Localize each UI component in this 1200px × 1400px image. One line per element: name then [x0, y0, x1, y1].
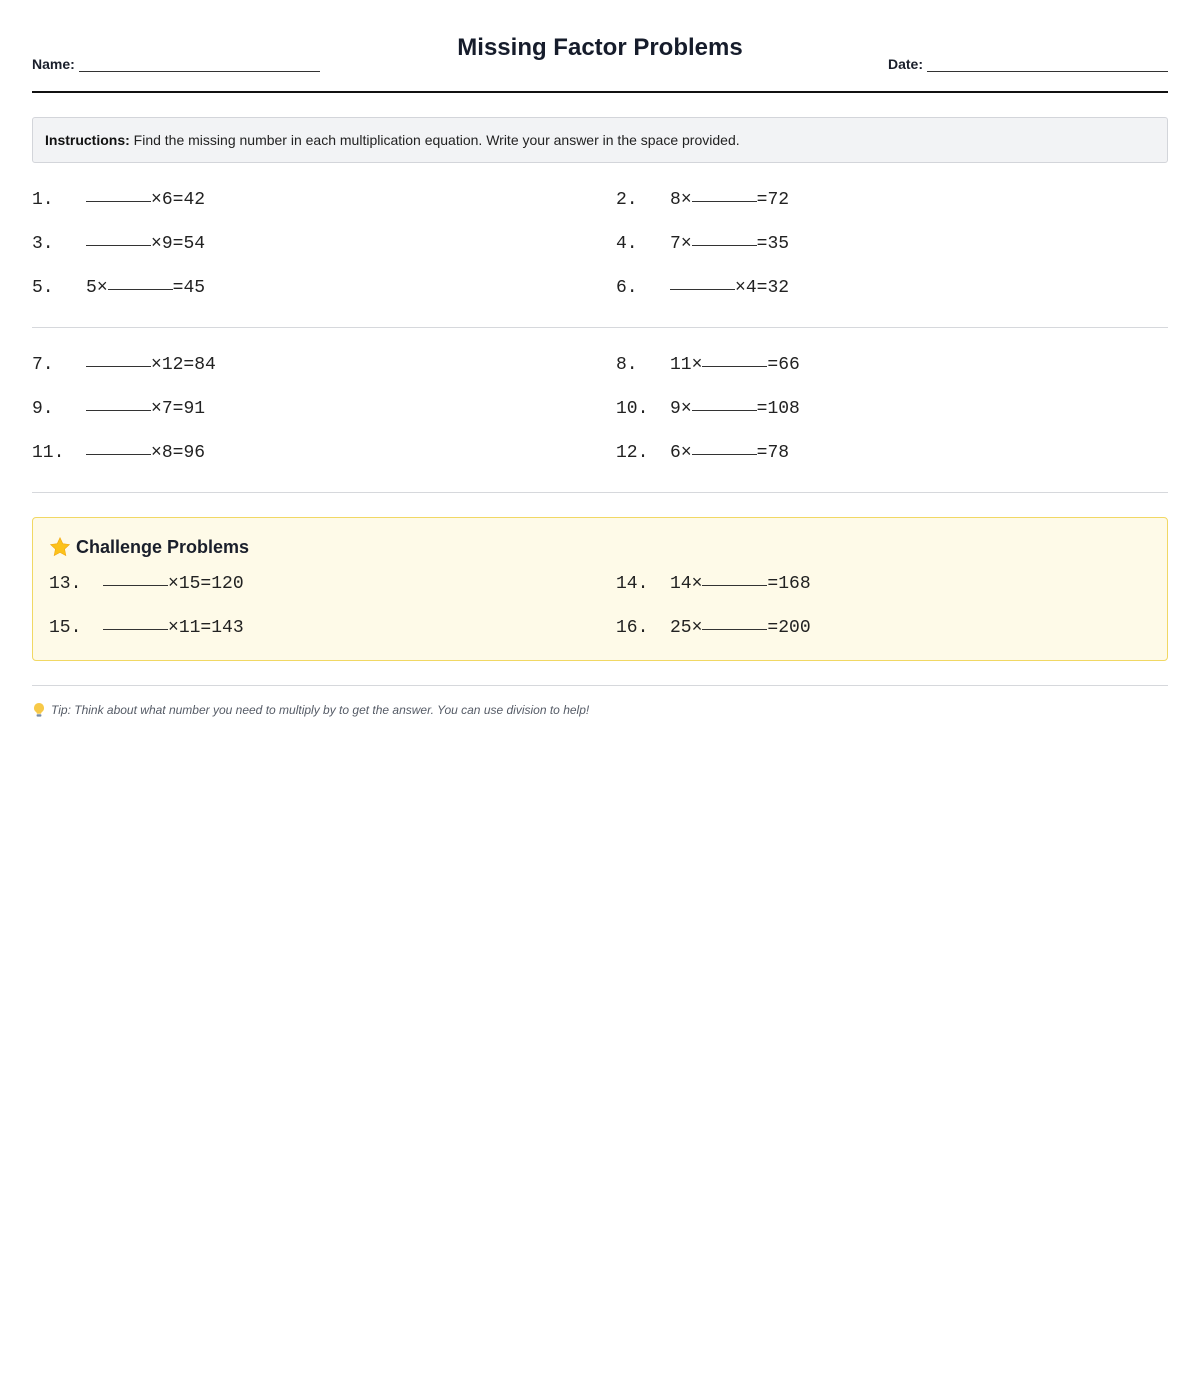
problem-item	[616, 431, 1168, 475]
product-result: 66	[778, 355, 800, 375]
name-date-row	[32, 56, 1168, 93]
product-result: 72	[767, 190, 790, 210]
factor-right: 8	[161, 443, 173, 463]
problem-number: 10.	[616, 399, 649, 419]
equals-sign: =	[183, 355, 195, 375]
problem-item	[616, 562, 1168, 606]
problem-item	[32, 266, 616, 310]
answer-blank[interactable]	[86, 172, 151, 202]
problem-number: 13.	[49, 574, 82, 594]
star-icon	[49, 536, 71, 558]
challenge-grid	[49, 562, 1151, 650]
challenge-title	[49, 532, 1151, 562]
date-field[interactable]	[888, 56, 1168, 72]
answer-blank[interactable]	[702, 337, 767, 367]
equals-sign: =	[756, 443, 768, 463]
answer-blank[interactable]	[103, 556, 168, 586]
problem-number: 15.	[49, 618, 82, 638]
equals-sign: =	[767, 574, 779, 594]
challenge-title-text: Challenge Problems	[76, 537, 250, 557]
problem-number: 16.	[616, 618, 649, 638]
answer-blank[interactable]	[702, 556, 767, 586]
name-blank-line[interactable]	[79, 58, 320, 72]
product-result: 143	[211, 618, 244, 638]
instructions-box	[32, 117, 1168, 163]
factor-right: 4	[745, 278, 757, 298]
problem-number: 12.	[616, 443, 649, 463]
product-result: 45	[183, 278, 206, 298]
answer-blank[interactable]	[702, 600, 767, 630]
problem-number: 8.	[616, 355, 638, 375]
operator-times: ×	[691, 355, 703, 375]
factor-left: 11	[670, 355, 692, 375]
problem-number: 5.	[32, 278, 54, 298]
answer-blank[interactable]	[103, 600, 168, 630]
date-blank-line[interactable]	[927, 58, 1168, 72]
operator-times: ×	[151, 355, 162, 375]
answer-blank[interactable]	[692, 425, 757, 455]
problem-number: 7.	[32, 355, 54, 375]
factor-right: 7	[161, 399, 173, 419]
answer-blank[interactable]	[108, 260, 173, 290]
product-result: 84	[194, 355, 216, 375]
factor-right: 9	[161, 234, 173, 254]
lightbulb-icon	[32, 702, 46, 718]
operator-times: ×	[680, 190, 692, 210]
answer-blank[interactable]	[670, 260, 735, 290]
factor-right: 11	[178, 618, 201, 638]
factor-left: 25	[670, 618, 692, 638]
instructions-label: Instructions:	[45, 132, 130, 148]
operator-times: ×	[680, 399, 692, 419]
problem-grid	[32, 178, 1168, 310]
divider	[32, 685, 1168, 686]
challenge-box	[32, 517, 1168, 661]
tip-text: Tip: Think about what number you need to multiply by to get the answer. You can use division to help!	[51, 703, 590, 717]
equals-sign: =	[200, 574, 212, 594]
equals-sign: =	[756, 278, 768, 298]
name-label: Name:	[32, 56, 75, 72]
product-result: 54	[183, 234, 206, 254]
equals-sign: =	[756, 399, 768, 419]
factor-left: 9	[670, 399, 681, 419]
factor-right: 15	[178, 574, 201, 594]
problem-section-1	[32, 163, 1168, 328]
operator-times: ×	[151, 190, 162, 210]
product-result: 168	[778, 574, 811, 594]
equals-sign: =	[200, 618, 212, 638]
product-result: 96	[183, 443, 206, 463]
answer-blank[interactable]	[86, 337, 151, 367]
factor-left: 14	[670, 574, 692, 594]
product-result: 42	[183, 190, 206, 210]
operator-times: ×	[168, 618, 179, 638]
equals-sign: =	[767, 355, 779, 375]
instructions-text: Find the missing number in each multiplication equation. Write your answer in the space provided.	[129, 132, 740, 148]
problem-grid	[32, 343, 1168, 475]
problem-number: 3.	[32, 234, 54, 254]
product-result: 78	[767, 443, 790, 463]
equals-sign: =	[172, 443, 184, 463]
page-title: Missing Factor Problems	[457, 34, 743, 61]
problem-item	[49, 606, 616, 650]
factor-right: 12	[161, 355, 184, 375]
equals-sign: =	[172, 278, 184, 298]
problem-number: 1.	[32, 190, 54, 210]
equals-sign: =	[756, 190, 768, 210]
answer-blank[interactable]	[86, 381, 151, 411]
answer-blank[interactable]	[86, 216, 151, 246]
problem-item	[616, 606, 1168, 650]
equals-sign: =	[172, 399, 184, 419]
equals-sign: =	[172, 190, 184, 210]
answer-blank[interactable]	[692, 381, 757, 411]
problem-item	[32, 431, 616, 475]
problem-number: 2.	[616, 190, 638, 210]
operator-times: ×	[151, 399, 162, 419]
equals-sign: =	[756, 234, 768, 254]
product-result: 120	[211, 574, 244, 594]
operator-times: ×	[680, 443, 692, 463]
factor-left: 8	[670, 190, 681, 210]
problem-number: 6.	[616, 278, 638, 298]
date-label: Date:	[887, 56, 923, 72]
operator-times: ×	[96, 278, 108, 298]
factor-left: 5	[86, 278, 97, 298]
product-result: 35	[767, 234, 790, 254]
operator-times: ×	[168, 574, 179, 594]
answer-blank[interactable]	[692, 216, 757, 246]
product-result: 200	[778, 618, 811, 638]
problem-number: 4.	[616, 234, 638, 254]
name-field[interactable]	[32, 56, 320, 72]
problem-number: 11.	[32, 443, 65, 463]
operator-times: ×	[691, 574, 703, 594]
factor-left: 7	[670, 234, 681, 254]
operator-times: ×	[151, 234, 162, 254]
problem-item	[616, 266, 1168, 310]
product-result: 32	[767, 278, 790, 298]
operator-times: ×	[151, 443, 162, 463]
operator-times: ×	[680, 234, 692, 254]
factor-right: 6	[161, 190, 173, 210]
operator-times: ×	[691, 618, 703, 638]
product-result: 91	[183, 399, 206, 419]
factor-left: 6	[670, 443, 681, 463]
product-result: 108	[767, 399, 800, 419]
problem-number: 9.	[32, 399, 54, 419]
tip-note	[32, 702, 1168, 718]
answer-blank[interactable]	[692, 172, 757, 202]
problem-number: 14.	[616, 574, 649, 594]
answer-blank[interactable]	[86, 425, 151, 455]
equals-sign: =	[172, 234, 184, 254]
operator-times: ×	[735, 278, 746, 298]
equals-sign: =	[767, 618, 779, 638]
problem-section-2	[32, 328, 1168, 493]
